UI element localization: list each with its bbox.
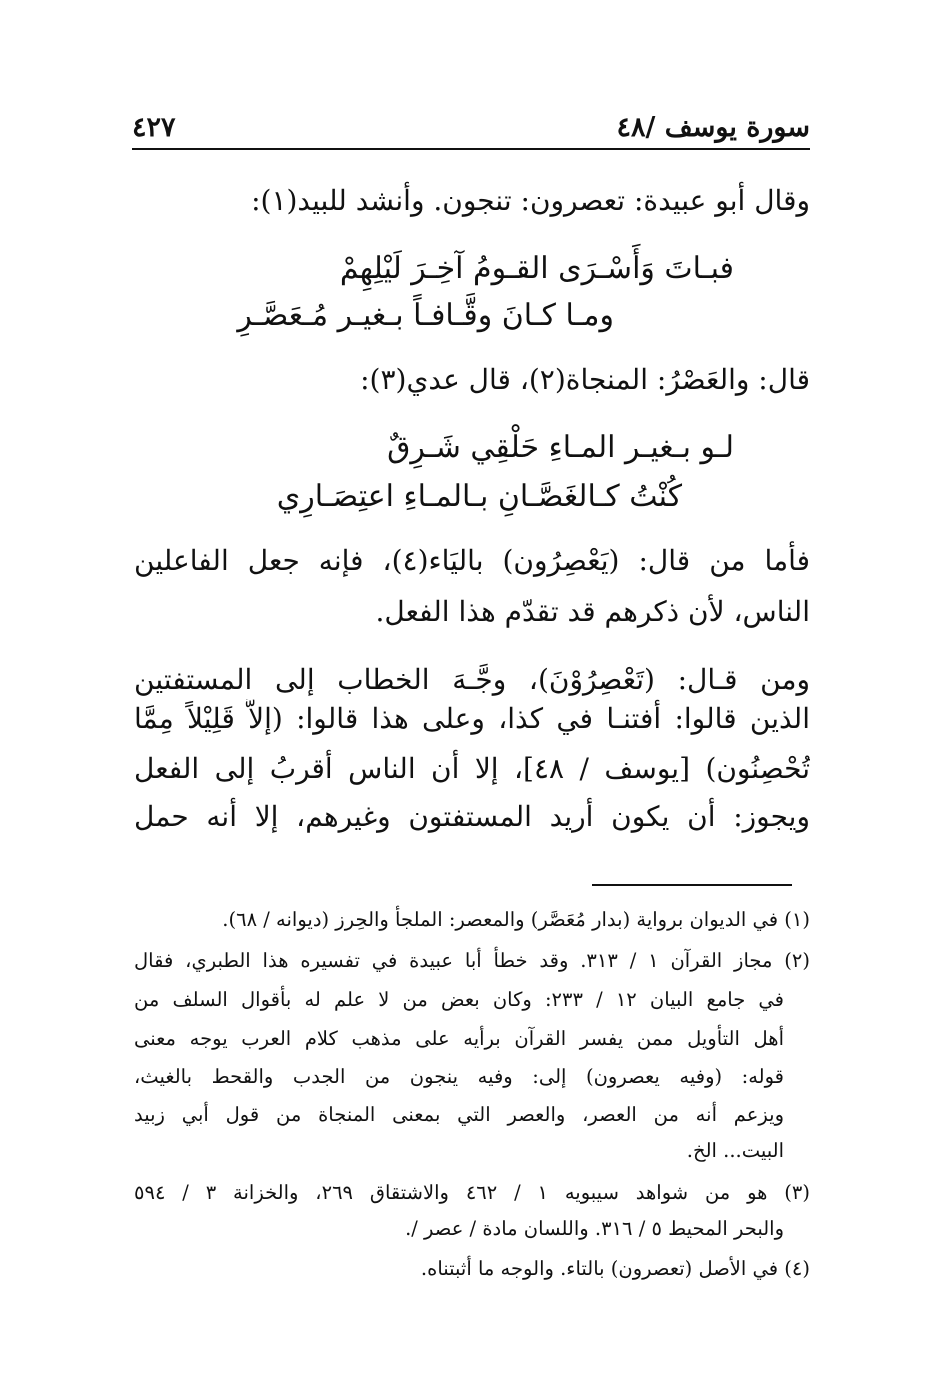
- para2-line-2: الذين قالوا: أفتنـا في كذا، وعلى هذا قالوا: (إلاَّ قَلِيْلاً مِمَّا: [134, 702, 810, 735]
- footnote-2-line-3: أهل التأويل ممن يفسر القرآن برأيه على مذهب كلام العرب يوجه معنى: [134, 1027, 784, 1050]
- para1-line-1: فأما من قال: (يَعْصِرُون) باليَاء(٤)، فإنه جعل الفاعلين: [134, 544, 810, 577]
- footnote-2-line-4: قوله: (وفيه يعصرون) إلى: وفيه ينجون من الجدب والقحط بالغيث،: [134, 1065, 784, 1088]
- page-header: [132, 108, 810, 150]
- footnote-2-line-2: في جامع البيان ١٢ / ٢٣٣: وكان بعض من لا علم له بأقوال السلف من: [134, 988, 784, 1011]
- running-title: سورة يوسف /٤٨: [616, 112, 810, 143]
- page-number: ٤٢٧: [132, 112, 176, 143]
- footnote-3-line-2: والبحر المحيط ٥ / ٣١٦. واللسان مادة / عصر /.: [405, 1217, 784, 1240]
- verse2-hemistich-1: لـو بـغيـر المـاءِ حَلْقِي شَـرِقٌ: [387, 430, 734, 465]
- footnote-3-line-1: (٣) هو من شواهد سيبويه ١ / ٤٦٢ والاشتقاق ٢٦٩، والخزانة ٣ / ٥٩٤: [134, 1181, 810, 1204]
- footnote-2-line-1: (٢) مجاز القرآن ١ / ٣١٣. وقد خطأ أبا عبيدة في تفسيره هذا الطبري، فقال: [134, 949, 810, 972]
- para1-line-2: الناس، لأن ذكرهم قد تقدّم هذا الفعل.: [375, 595, 810, 628]
- footnote-2-line-6: البيت... الخ.: [686, 1139, 784, 1162]
- body-line-2: قال: والعَصْرُ: المنجاة(٢)، قال عدي(٣):: [360, 363, 810, 396]
- verse1-hemistich-1: فبـاتَ وَأَسْـرَى القـومُ آخِـرَ لَيْلِهِمْ: [339, 251, 734, 286]
- footnote-1: (١) في الديوان برواية (بدار مُعَصَّر) والمعصر: الملجأ والحِرز (ديوانه / ٦٨).: [222, 908, 810, 931]
- para2-line-1: ومن قـال: (تَعْصِرُوْنَ)، وجَّـهَ الخطاب إلى المستفتين: [134, 663, 810, 696]
- verse2-hemistich-2: كُنْتُ كـالغَصَّـانِ بـالمـاءِ اعتِصَـارِي: [276, 479, 682, 514]
- footnote-4: (٤) في الأصل (تعصرون) بالتاء. والوجه ما أثبتناه.: [420, 1257, 810, 1280]
- footnote-2-line-5: ويزعم أنه من العصر، والعصر التي بمعنى المنجاة من قول أبي زبيد: [134, 1103, 784, 1126]
- verse1-hemistich-2: ومـا كـانَ وقَّـافـاً بـغيـر مُـعَصَّـرِ: [237, 298, 614, 333]
- body-line-1: وقال أبو عبيدة: تعصرون: تنجون. وأنشد للبيد(١):: [251, 184, 810, 217]
- footnote-separator: [592, 884, 792, 886]
- para2-line-4: ويجوز: أن يكون أريد المستفتون وغيرهم، إلا أنه حمل: [134, 800, 810, 833]
- para2-line-3: تُحْصِنُون) [يوسف / ٤٨]، إلا أن الناس أقربُ إلى الفعل: [134, 752, 810, 785]
